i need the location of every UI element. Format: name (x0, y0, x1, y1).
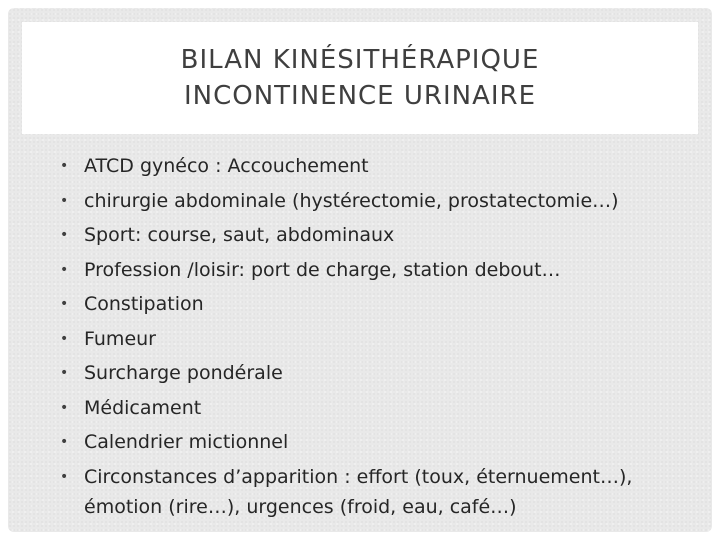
bullet-item-constipation (60, 287, 700, 322)
bullet-item-atcd (60, 149, 700, 184)
bullet-item-medicament (60, 391, 700, 426)
bullet-item-chirurgie (60, 184, 700, 219)
title-line-1: BILAN KINÉSITHÉRAPIQUE (180, 45, 540, 75)
bullet-icon: • (60, 261, 69, 278)
bullet-item-sport (60, 218, 700, 253)
bullet-text: ATCD gynéco : Accouchement (84, 155, 369, 177)
bullet-icon: • (60, 158, 69, 174)
bullet-text: Surcharge pondérale (84, 362, 283, 384)
bullet-icon: • (60, 192, 69, 209)
bullet-text-line-1: Circonstances d’apparition : effort (toux, éternuement…), (84, 465, 633, 488)
bullet-text: Fumeur (84, 327, 156, 350)
bullet-text: Constipation (84, 293, 204, 315)
bullet-text: Profession /loisir: port de charge, station debout… (84, 258, 561, 281)
bullet-text-line-2: émotion (rire…), urgences (froid, eau, café…) (84, 495, 517, 518)
bullet-text: Sport: course, saut, abdominaux (84, 224, 395, 246)
bullet-item-surcharge (60, 356, 700, 391)
bullet-text: Médicament (84, 396, 202, 419)
bullet-list (60, 149, 700, 522)
bullet-text: Calendrier mictionnel (84, 431, 289, 453)
title-line-2: INCONTINENCE URINAIRE (183, 81, 537, 111)
slide (8, 8, 712, 532)
bullet-icon: • (60, 227, 69, 243)
bullet-icon: • (60, 468, 69, 485)
bullet-icon: • (60, 296, 69, 312)
bullet-item-fumeur (60, 322, 700, 357)
title-box (22, 22, 698, 134)
bullet-icon: • (60, 365, 69, 381)
bullet-item-profession (60, 253, 700, 288)
bullet-icon: • (60, 434, 69, 450)
bullet-item-calendrier (60, 425, 700, 460)
bullet-icon: • (60, 330, 69, 347)
bullet-icon: • (60, 399, 69, 416)
bullet-text: chirurgie abdominale (hystérectomie, prostatectomie…) (84, 189, 619, 212)
bullet-item-circonstances (60, 460, 700, 522)
